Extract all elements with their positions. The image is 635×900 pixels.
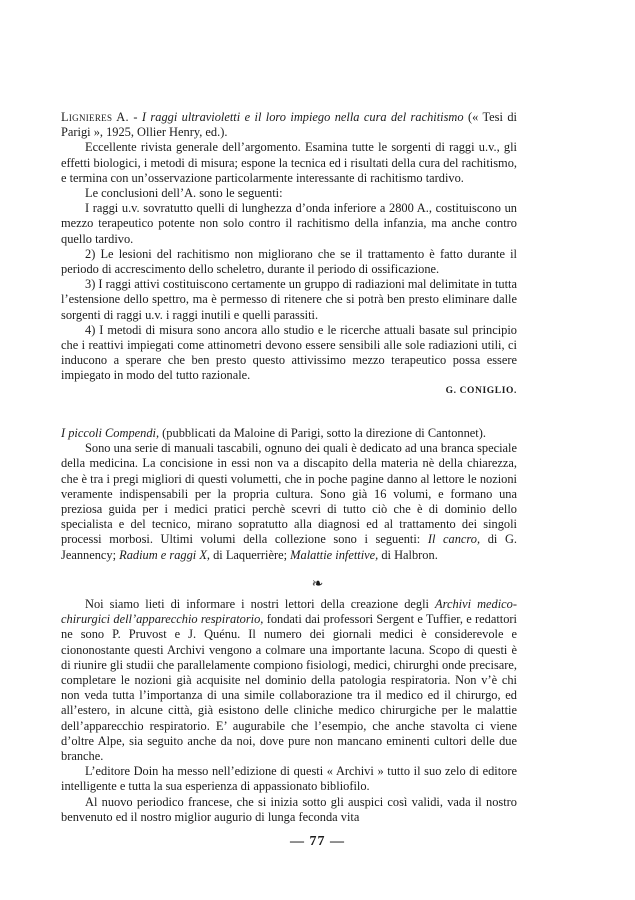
paragraph: Le conclusioni dell’A. sono le seguenti:: [85, 186, 283, 201]
paragraph: 4) I metodi di misura sono ancora allo studio e le ricerche attuali basate sul principio che i reattivi impiegati come attinometri devono essere sensibili alle sole radiazioni utili, ci inducono a sperare che ben presto questo attivissimo mezzo terapeutico possa essere impiegato in modo del tutto razionale.: [61, 322, 517, 383]
review-source: (« Tesi di Parigi », 1925, Ollier Henry, ed.).: [61, 110, 517, 140]
paragraph: [61, 441, 517, 563]
book-title: Malattie infettive,: [290, 547, 379, 562]
paragraph-text: Noi siamo lieti di informare i nostri lettori della creazione degli: [85, 597, 436, 611]
journal-title: Archivi medico-chirurgici dell’apparecchio respiratorio,: [61, 597, 517, 627]
review-piccoli-compendi: [61, 426, 517, 563]
review-author: Lignieres A.: [61, 110, 129, 124]
book-title: Radium e raggi X,: [119, 547, 211, 562]
page-number: — 77 —: [290, 834, 345, 849]
compendi-body: Sono una serie di manuali tascabili, ognuno dei quali è dedicato ad una branca speciale della medicina. La concisione in essi non va a discapito della materia nè della chiarezza, che è tra i pregi migliori di questi volumetti, che in poche pagine danno al lettore le nozioni veramente indispensabili per la propria cultura. Sono già 16 volumi, e formano una preziosa guida per i medici pratici perchè scevri di tutto ciò che è di dominio dello specialista e del tecnico, mirano sopratutto alla diagnosi ed al trattamento dei singoli processi morbosi. Ultimi volumi della collezione sono i seguenti:: [61, 441, 517, 547]
reviewer-signature: G. CONIGLIO.: [445, 385, 517, 396]
paragraph: I raggi u.v. sovratutto quelli di lunghezza d’onda inferiore a 2800 A., costituiscono un mezzo terapeutico potente non solo contro il rachitismo della infanzia, ma anche contro quello tardivo.: [61, 201, 517, 246]
compendi-heading: [61, 426, 517, 441]
book-author: di Halbron.: [378, 547, 438, 562]
book-author: di G. Jeannency;: [61, 532, 517, 562]
book-title: Il cancro,: [427, 532, 481, 547]
paragraph: 3) I raggi attivi costituiscono certamente un gruppo di radiazioni mal delimitate in tutta l’estensione dello spettro, ma è permesso di ritenere che si potrà ben presto eliminare dalle sorgenti di raggi u.v. i raggi inutili e quelli parassiti.: [61, 277, 517, 322]
paragraph: Eccellente rivista generale dell’argomento. Esamina tutte le sorgenti di raggi u.v., gli effetti biologici, i metodi di misura; espone la tecnica ed i risultati della cura del rachitismo, e termina con un’osservazione particolarmente interessante di rachitismo tardivo.: [61, 140, 517, 185]
announcement-archivi: [61, 597, 517, 825]
review-title: I raggi ultravioletti e il loro impiego nella cura del rachitismo: [141, 110, 464, 124]
fleuron-ornament-icon: ❧: [311, 577, 324, 592]
book-author: di Laquerrière;: [210, 547, 291, 562]
paragraph: 2) Le lesioni del rachitismo non migliorano che se il trattamento è fatto durante il periodo di accrescimento dello scheletro, durante il periodo di ossificazione.: [61, 246, 517, 277]
review-heading: Lignieres A. - I raggi ultravioletti e il loro impiego nella cura del rachitismo (« Tesi di Parigi », 1925, Ollier Henry, ed.).: [61, 110, 517, 140]
paragraph: L’editore Doin ha messo nell’edizione di questi « Archivi » tutto il suo zelo di editore intelligente e tutta la sua esperienza di appassionato bibliofilo.: [61, 764, 517, 794]
compendi-intro: (pubblicati da Maloine di Parigi, sotto la direzione di Cantonnet).: [159, 426, 486, 440]
paragraph-text: fondati dai professori Sergent e Tuffier, e redattori ne sono P. Pruvost e J. Quénu. Il numero dei giornali medici è considerevole e ciononostante questi Archivi vengono a colmare una importante lacuna. Scopo di questi è di riunire gli studii che parallelamente compiono fisiologi, medici, chirurghi onde precisare, completare le nozioni già acquisite nel dominio della patologia respiratoria. Non v’è chi non veda tutta l’importanza di una simile collaborazione tra il medico ed il chirurgo, ed all’estero, in alcune città, già esistono delle cliniche medico chirurgiche per le malattie dell’apparecchio respiratorio. E’ augurabile che l’esempio, che anche stavolta ci viene d’oltre Alpe, sia seguito anche da noi, dove pure non mancano eminenti cultori delle due branche.: [61, 612, 517, 764]
review-lignieres: [61, 110, 517, 399]
compendi-title: I piccoli Compendi,: [61, 426, 160, 440]
paragraph: Al nuovo periodico francese, che si inizia sotto gli auspici così validi, vada il nostro benvenuto ed il nostro miglior augurio di lunga feconda vita: [61, 794, 517, 824]
paragraph: [61, 597, 517, 764]
